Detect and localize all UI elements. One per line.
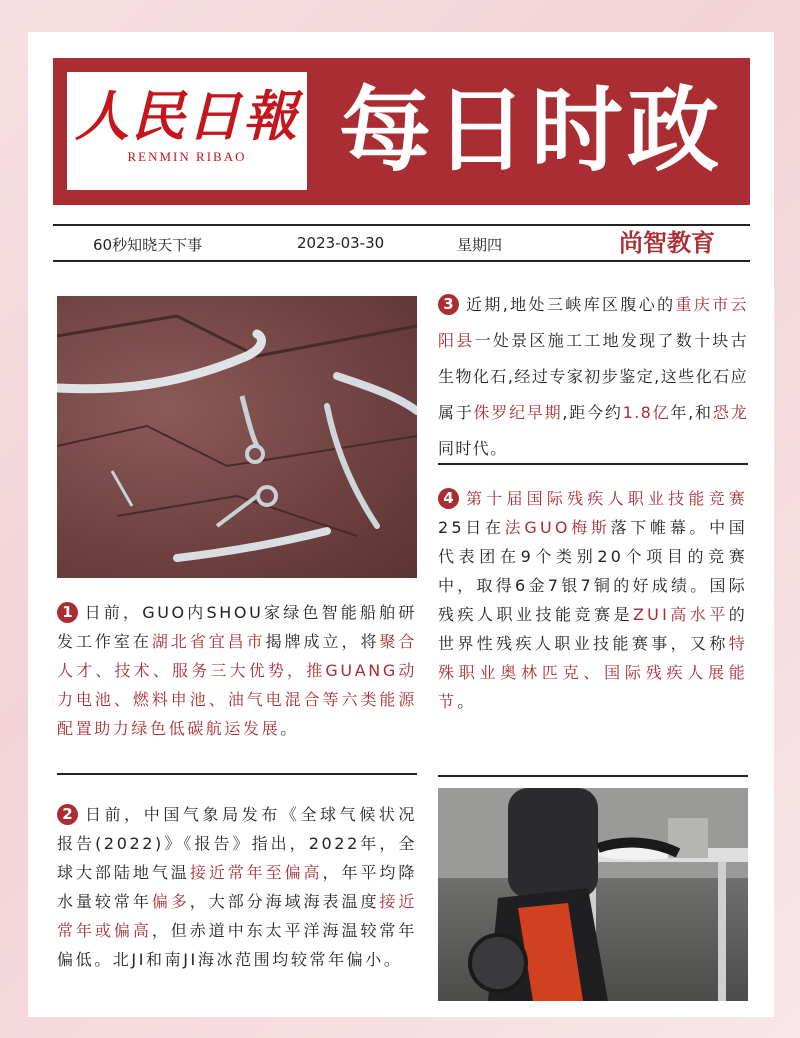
page-title: 每日时政 [338,77,723,184]
masthead [53,58,750,205]
body-text: 。 [457,692,477,711]
highlight-text: 特殊职业奥林匹克、国际残疾人展能节 [438,634,748,711]
item-number-badge: 3 [438,294,459,315]
people-daily-logo [67,72,307,190]
body-text: 同时代。 [438,439,508,458]
news-item-4 [438,484,748,716]
body-text: 的世界性残疾人职业技能赛事，又称 [438,605,748,653]
highlight-text: 1.8亿 [622,403,671,422]
info-bar [53,224,750,262]
weekday: 星期四 [457,236,503,254]
divider [438,775,748,777]
competition-photo [438,788,748,1001]
body-text: 日前，中国气象局发布《全球气候状况报告(2022)》《报告》指出，2022年，全球大部陆地气温 [57,805,417,882]
body-text: 一处景区施工工地发现了数十块古生物化石,经过专家初步鉴定,这些化石应属于 [438,331,748,422]
body-text: 近期,地处三峡库区腹心的 [465,295,676,314]
highlight-text: 恐龙 [712,403,748,422]
highlight-text: 接近常年或偏高 [57,892,417,940]
news-item-2 [57,800,417,974]
body-text: 年,和 [670,403,713,422]
brand-name: 尚智教育 [619,229,715,257]
body-text: 25日在 [438,518,505,537]
highlight-text: 偏多 [151,892,190,911]
news-item-3 [438,287,748,467]
highlight-text: 侏罗纪早期 [473,403,563,422]
highlight-text: ZUI高水平 [633,605,729,624]
logo-chinese: 人民日報 [75,84,299,148]
body-text: ,距今约 [562,403,623,422]
body-text: ，年平均降水量较常年 [57,863,417,911]
body-text: 揭牌成立，将 [265,632,380,651]
highlight-text: 第十届国际残疾人职业技能竞赛 [465,489,748,508]
highlight-text: 重庆市云阳县 [438,295,748,350]
item-number-badge: 2 [57,804,78,825]
body-text: ，大部分海域海表温度 [189,892,380,911]
body-text: 。 [280,719,299,738]
logo-english: RENMIN RIBAO [127,149,247,164]
highlight-text: 法GUO梅斯 [504,518,611,537]
body-text: 日前，GUO内SHOU家绿色智能船舶研发工作室在 [57,603,417,651]
fossil-photo [57,296,417,578]
date: 2023-03-30 [297,234,385,252]
item-number-badge: 1 [57,602,78,623]
divider [438,463,748,465]
highlight-text: 接近常年至偏高 [189,863,323,882]
item-number-badge: 4 [438,488,459,509]
news-item-1 [57,598,417,743]
body-text: ，但赤道中东太平洋海温较常年偏低。北JI和南JI海冰范围均较常年偏小。 [57,921,417,969]
body-text: 落下帷幕。中国代表团在9个类别20个项目的竞赛中，取得6金7银7铜的好成绩。国际残疾人职业技能竞赛是 [438,518,749,624]
divider [57,773,417,775]
highlight-text: 湖北省宜昌市 [151,632,266,651]
highlight-text: 聚合人才、技术、服务三大优势，推GUANG动力电池、燃料申池、油气电混合等六类能源配置助力绿色低碳航运发展 [57,632,417,738]
slogan: 60秒知晓天下事 [93,236,203,254]
